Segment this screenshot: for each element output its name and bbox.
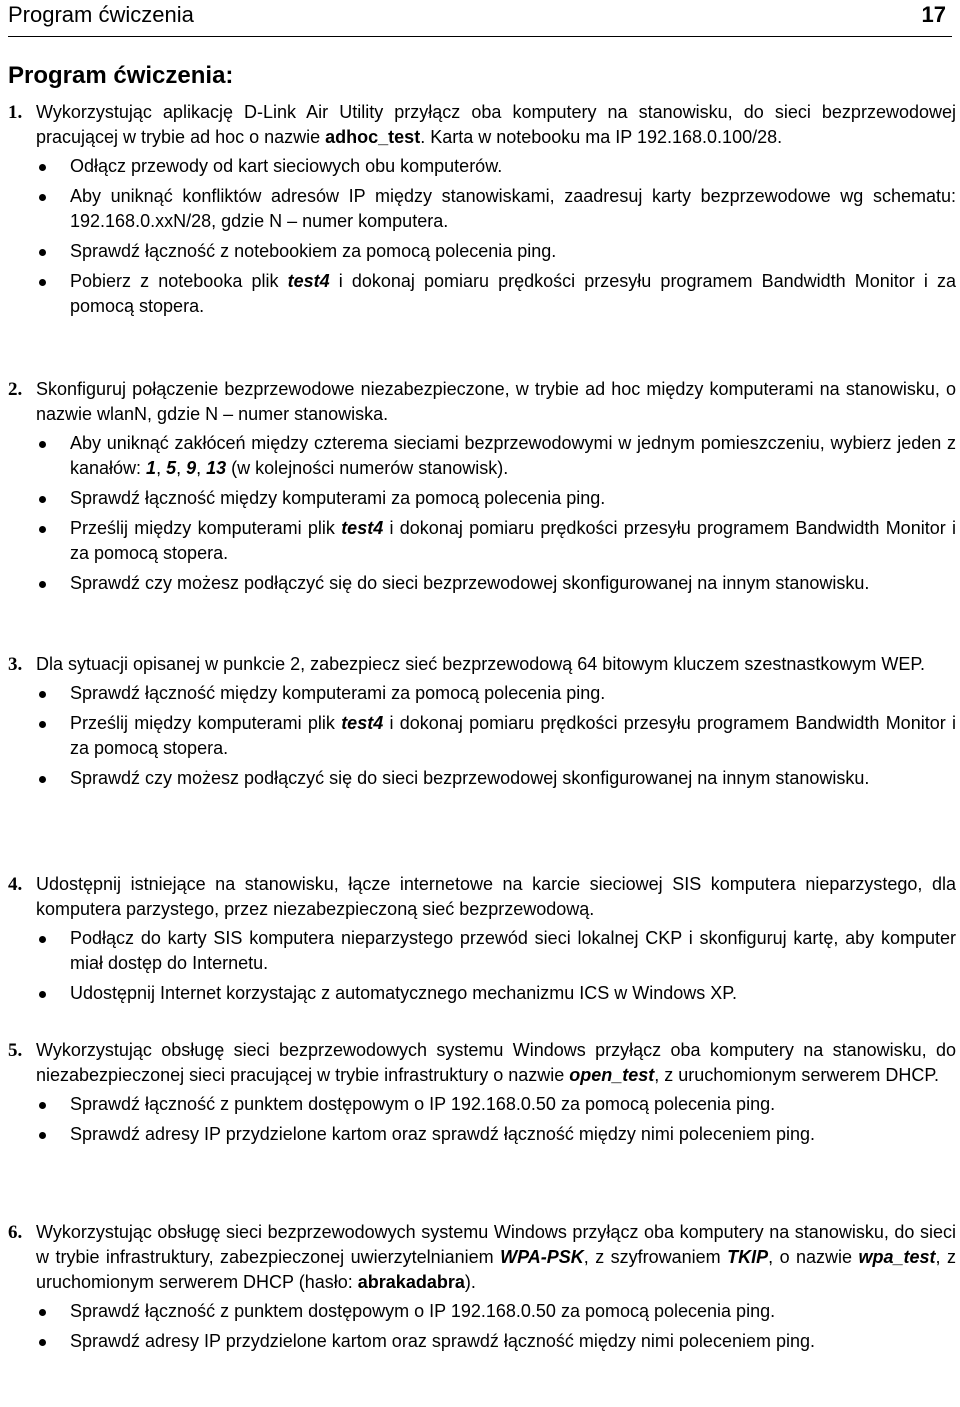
network-name: wpa_test xyxy=(858,1247,936,1267)
list-item: Aby uniknąć zakłóceń między czterema sieciami bezprzewodowymi w jednym pomieszczeniu, wybierz jeden z kanałów: 1, 5, 9, 13 (w kolejności numerów stanowisk). xyxy=(8,431,956,481)
section-number: 5. xyxy=(8,1040,23,1061)
bullet-list xyxy=(8,926,956,1006)
section-6 xyxy=(8,1220,956,1359)
section-intro: 6. Wykorzystując obsługę sieci bezprzewodowych systemu Windows przyłącz oba komputery na stanowisku, do sieci w trybie infrastruktury, zabezpieczonej uwierzytelnianiem WPA-PSK, z szyfrowaniem TKIP, o nazwie wpa_test, z uruchomionym serwerem DHCP (hasło: abrakadabra). xyxy=(8,1222,956,1292)
list-item: Sprawdź adresy IP przydzielone kartom oraz sprawdź łączność między nimi poleceniem ping. xyxy=(8,1329,956,1354)
section-number: 6. xyxy=(8,1222,23,1243)
page-header xyxy=(8,0,952,37)
list-item: Podłącz do karty SIS komputera nieparzystego przewód sieci lokalnej CKP i skonfiguruj kartę, aby komputer miał dostęp do Internetu. xyxy=(8,926,956,976)
section-number: 3. xyxy=(8,654,23,675)
section-3 xyxy=(8,652,956,796)
section-number: 1. xyxy=(8,102,23,123)
section-5 xyxy=(8,1038,956,1152)
bullet-icon xyxy=(39,496,46,503)
bullet-icon xyxy=(39,1132,46,1139)
list-item: Prześlij między komputerami plik test4 i dokonaj pomiaru prędkości przesyłu programem Bandwidth Monitor i za pomocą stopera. xyxy=(8,711,956,761)
section-intro: 2. Skonfiguruj połączenie bezprzewodowe niezabezpieczone, w trybie ad hoc między komputerami na stanowisku, o nazwie wlanN, gdzie N – numer stanowiska. xyxy=(8,379,956,424)
bullet-icon xyxy=(39,1309,46,1316)
file-name: test4 xyxy=(287,271,330,291)
page-title: Program ćwiczenia: xyxy=(8,62,234,89)
section-intro: 1. Wykorzystując aplikację D-Link Air Utility przyłącz oba komputery na stanowisku, do sieci bezprzewodowej pracującej w trybie ad hoc o nazwie adhoc_test. Karta w notebooku ma IP 192.168.0.100/28. xyxy=(8,102,956,147)
network-name: adhoc_test xyxy=(325,127,421,147)
list-item: Udostępnij Internet korzystając z automatycznego mechanizmu ICS w Windows XP. xyxy=(8,981,956,1006)
bullet-icon xyxy=(39,936,46,943)
bullet-list xyxy=(8,681,956,791)
bullet-icon xyxy=(39,991,46,998)
section-2 xyxy=(8,377,956,601)
bullet-icon xyxy=(39,721,46,728)
list-item: Sprawdź czy możesz podłączyć się do sieci bezprzewodowej skonfigurowanej na innym stanowisku. xyxy=(8,571,956,596)
network-name: open_test xyxy=(569,1065,655,1085)
list-item: Sprawdź łączność między komputerami za pomocą polecenia ping. xyxy=(8,681,956,706)
section-intro: 5. Wykorzystując obsługę sieci bezprzewodowych systemu Windows przyłącz oba komputery na stanowisku, do niezabezpieczonej sieci pracującej w trybie infrastruktury o nazwie open_test, z uruchomionym serwerem DHCP. xyxy=(8,1040,956,1085)
bullet-list xyxy=(8,1092,956,1147)
list-item: Sprawdź łączność między komputerami za pomocą polecenia ping. xyxy=(8,486,956,511)
section-4 xyxy=(8,872,956,1011)
list-item: Sprawdź łączność z punktem dostępowym o IP 192.168.0.50 za pomocą polecenia ping. xyxy=(8,1299,956,1324)
list-item: Aby uniknąć konfliktów adresów IP między stanowiskami, zaadresuj karty bezprzewodowe wg schematu: 192.168.0.xxN/28, gdzie N – numer komputera. xyxy=(8,184,956,234)
file-name: test4 xyxy=(341,518,384,538)
list-item: Odłącz przewody od kart sieciowych obu komputerów. xyxy=(8,154,956,179)
list-item: Pobierz z notebooka plik test4 i dokonaj pomiaru prędkości przesyłu programem Bandwidth Monitor i za pomocą stopera. xyxy=(8,269,956,319)
bullet-icon xyxy=(39,441,46,448)
password: abrakadabra xyxy=(357,1272,465,1292)
bullet-icon xyxy=(39,1102,46,1109)
bullet-icon xyxy=(39,164,46,171)
list-item: Sprawdź łączność z punktem dostępowym o IP 192.168.0.50 za pomocą polecenia ping. xyxy=(8,1092,956,1117)
section-number: 4. xyxy=(8,874,23,895)
bullet-icon xyxy=(39,1339,46,1346)
section-intro: 3. Dla sytuacji opisanej w punkcie 2, zabezpiecz sieć bezprzewodową 64 bitowym kluczem szestnastkowym WEP. xyxy=(8,654,926,675)
bullet-icon xyxy=(39,279,46,286)
bullet-icon xyxy=(39,249,46,256)
list-item: Prześlij między komputerami plik test4 i dokonaj pomiaru prędkości przesyłu programem Bandwidth Monitor i za pomocą stopera. xyxy=(8,516,956,566)
section-intro: 4. Udostępnij istniejące na stanowisku, łącze internetowe na karcie sieciowej SIS komputera nieparzystego, dla komputera parzystego, przez niezabezpieczoną sieć bezprzewodową. xyxy=(8,874,956,919)
list-item: Sprawdź łączność z notebookiem za pomocą polecenia ping. xyxy=(8,239,956,264)
file-name: test4 xyxy=(341,713,384,733)
bullet-list xyxy=(8,154,956,319)
page-number: 17 xyxy=(921,2,946,27)
list-item: Sprawdź czy możesz podłączyć się do sieci bezprzewodowej skonfigurowanej na innym stanowisku. xyxy=(8,766,956,791)
bullet-icon xyxy=(39,526,46,533)
header-title: Program ćwiczenia xyxy=(8,2,194,27)
bullet-list xyxy=(8,431,956,596)
bullet-icon xyxy=(39,776,46,783)
section-number: 2. xyxy=(8,379,23,400)
bullet-icon xyxy=(39,691,46,698)
section-1 xyxy=(8,100,956,324)
bullet-list xyxy=(8,1299,956,1354)
bullet-icon xyxy=(39,194,46,201)
list-item: Sprawdź adresy IP przydzielone kartom oraz sprawdź łączność między nimi poleceniem ping. xyxy=(8,1122,956,1147)
bullet-icon xyxy=(39,581,46,588)
